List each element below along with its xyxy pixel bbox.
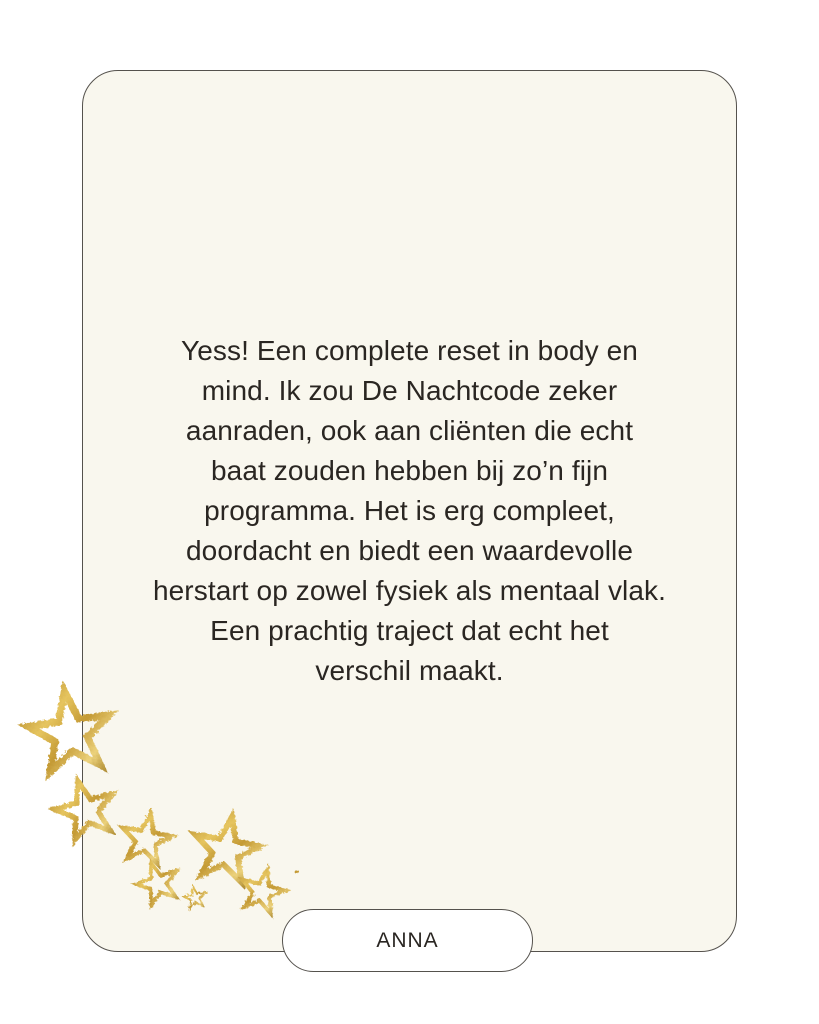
testimonial-line: Een prachtig traject dat echt het [210, 615, 609, 646]
author-badge [282, 909, 533, 972]
author-name: ANNA [376, 928, 439, 952]
testimonial-line: baat zouden hebben bij zo’n fijn [210, 455, 609, 486]
testimonial-line: mind. Ik zou De Nachtcode zeker [201, 375, 618, 406]
glitter-star-icon [24, 686, 116, 774]
glitter-star-icon [236, 864, 289, 915]
testimonial-line: verschil maakt. [315, 655, 504, 686]
gold-stars-decoration [15, 675, 315, 935]
glitter-star-icon [117, 810, 175, 866]
glitter-star-icon [189, 811, 264, 884]
testimonial-text [153, 331, 666, 691]
testimonial-line: programma. Het is erg compleet, [204, 495, 615, 526]
glitter-star-icon [182, 885, 207, 909]
testimonial-line: aanraden, ook aan cliënten die echt [185, 415, 634, 446]
testimonial-line: Yess! Een complete reset in body en [181, 335, 638, 366]
testimonial-line: herstart op zowel fysiek als mentaal vlak. [152, 575, 667, 606]
testimonial-line: doordacht en biedt een waardevolle [185, 535, 634, 566]
glitter-speck-icon [295, 870, 299, 874]
glitter-star-icon [50, 773, 121, 842]
